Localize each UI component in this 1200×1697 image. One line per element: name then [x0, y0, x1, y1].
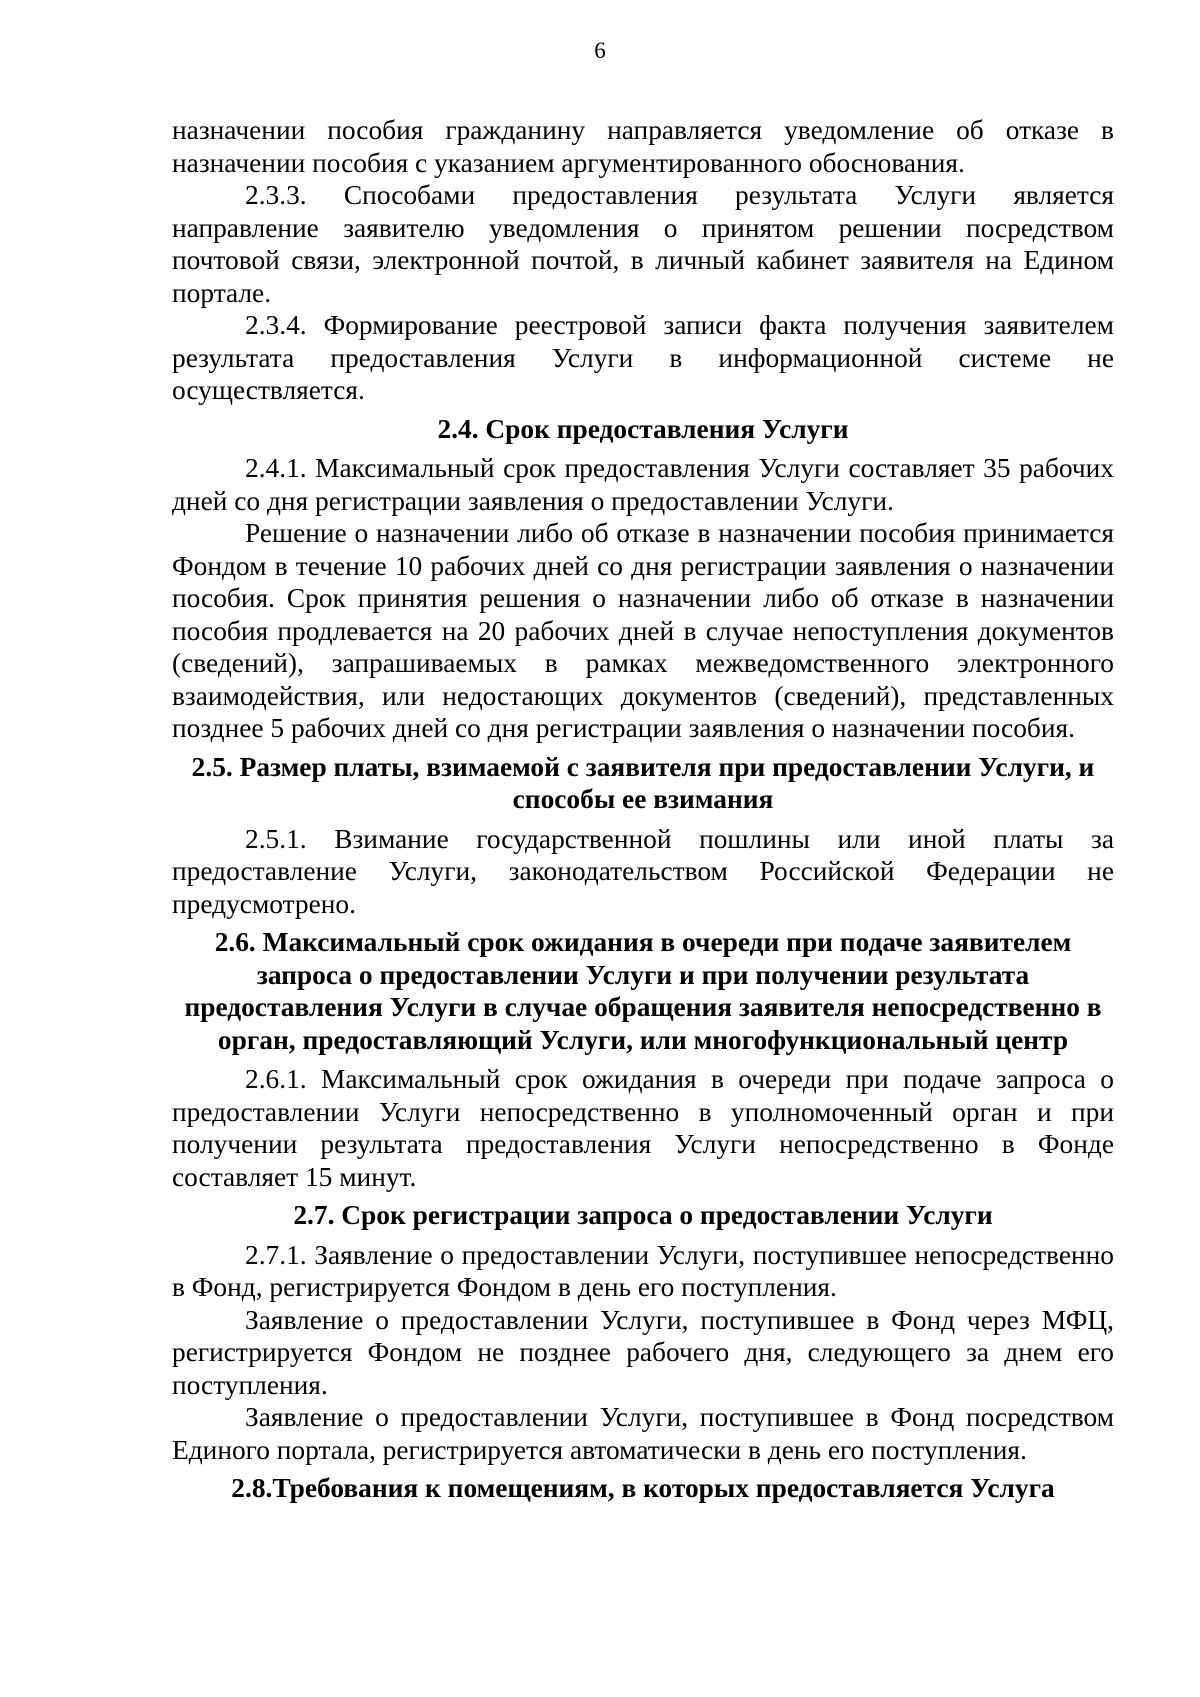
paragraph-2-3-3: 2.3.3. Способами предоставления результата Услуги является направление заявителю уведомления о принятом решении посредством почтовой связи, электронной почтой, в личный кабинет заявителя на Едином портале. — [172, 180, 1114, 308]
paragraph-2-5-1: 2.5.1. Взимание государственной пошлины или иной платы за предоставление Услуги, законодательством Российской Федерации не предусмотрено. — [172, 823, 1114, 919]
paragraph-portal-registration: Заявление о предоставлении Услуги, поступившее в Фонд посредством Единого портала, регистрируется автоматически в день его поступления. — [172, 1402, 1114, 1465]
section-heading-2-8: 2.8.Требования к помещениям, в которых предоставляется Услуга — [231, 1473, 1055, 1503]
paragraph-2-4-1: 2.4.1. Максимальный срок предоставления Услуги составляет 35 рабочих дней со дня регистрации заявления о предоставлении Услуги. — [172, 453, 1114, 516]
document-body — [172, 114, 1114, 1512]
paragraph-2-7-1: 2.7.1. Заявление о предоставлении Услуги, поступившее непосредственно в Фонд, регистрируется Фондом в день его поступления. — [172, 1239, 1114, 1302]
section-heading-2-5: 2.5. Размер платы, взимаемой с заявителя при предоставлении Услуги, и способы ее взимания — [191, 751, 1095, 814]
paragraph-2-6-1: 2.6.1. Максимальный срок ожидания в очереди при подаче запроса о предоставлении Услуги непосредственно в уполномоченный орган и при получении результата предоставления Услуги непосредственно в Фонде составляет 15 минут. — [172, 1064, 1114, 1192]
section-heading-2-4: 2.4. Срок предоставления Услуги — [437, 413, 849, 444]
section-heading-2-7: 2.7. Срок регистрации запроса о предоставлении Услуги — [293, 1200, 993, 1230]
section-heading-2-6: 2.6. Максимальный срок ожидания в очереди при подаче заявителем запроса о предоставлении Услуги и при получении результата предоставления Услуги в случае обращения заявителя непосредственно в орган, предоставляющий Услуги, или многофункциональный центр — [184, 927, 1102, 1055]
paragraph-mfc-registration: Заявление о предоставлении Услуги, поступившее в Фонд через МФЦ, регистрируется Фондом не позднее рабочего дня, следующего за днем его поступления. — [172, 1304, 1114, 1400]
paragraph-2-3-4: 2.3.4. Формирование реестровой записи факта получения заявителем результата предоставления Услуги в информационной системе не осуществляется. — [172, 310, 1114, 405]
paragraph-continuation: назначении пособия гражданину направляется уведомление об отказе в назначении пособия с указанием аргументированного обоснования. — [172, 115, 1114, 178]
page-number: 6 — [594, 38, 606, 63]
paragraph-decision-terms: Решение о назначении либо об отказе в назначении пособия принимается Фондом в течение 10 рабочих дней со дня регистрации заявления о назначении пособия. Срок принятия решения о назначении либо об отказе в назначении пособия продлевается на 20 рабочих дней в случае непоступления документов (сведений), запрашиваемых в рамках межведомственного электронного взаимодействия, или недостающих документов (сведений), представленных позднее 5 рабочих дней со дня регистрации заявления о назначении пособия. — [172, 518, 1114, 743]
